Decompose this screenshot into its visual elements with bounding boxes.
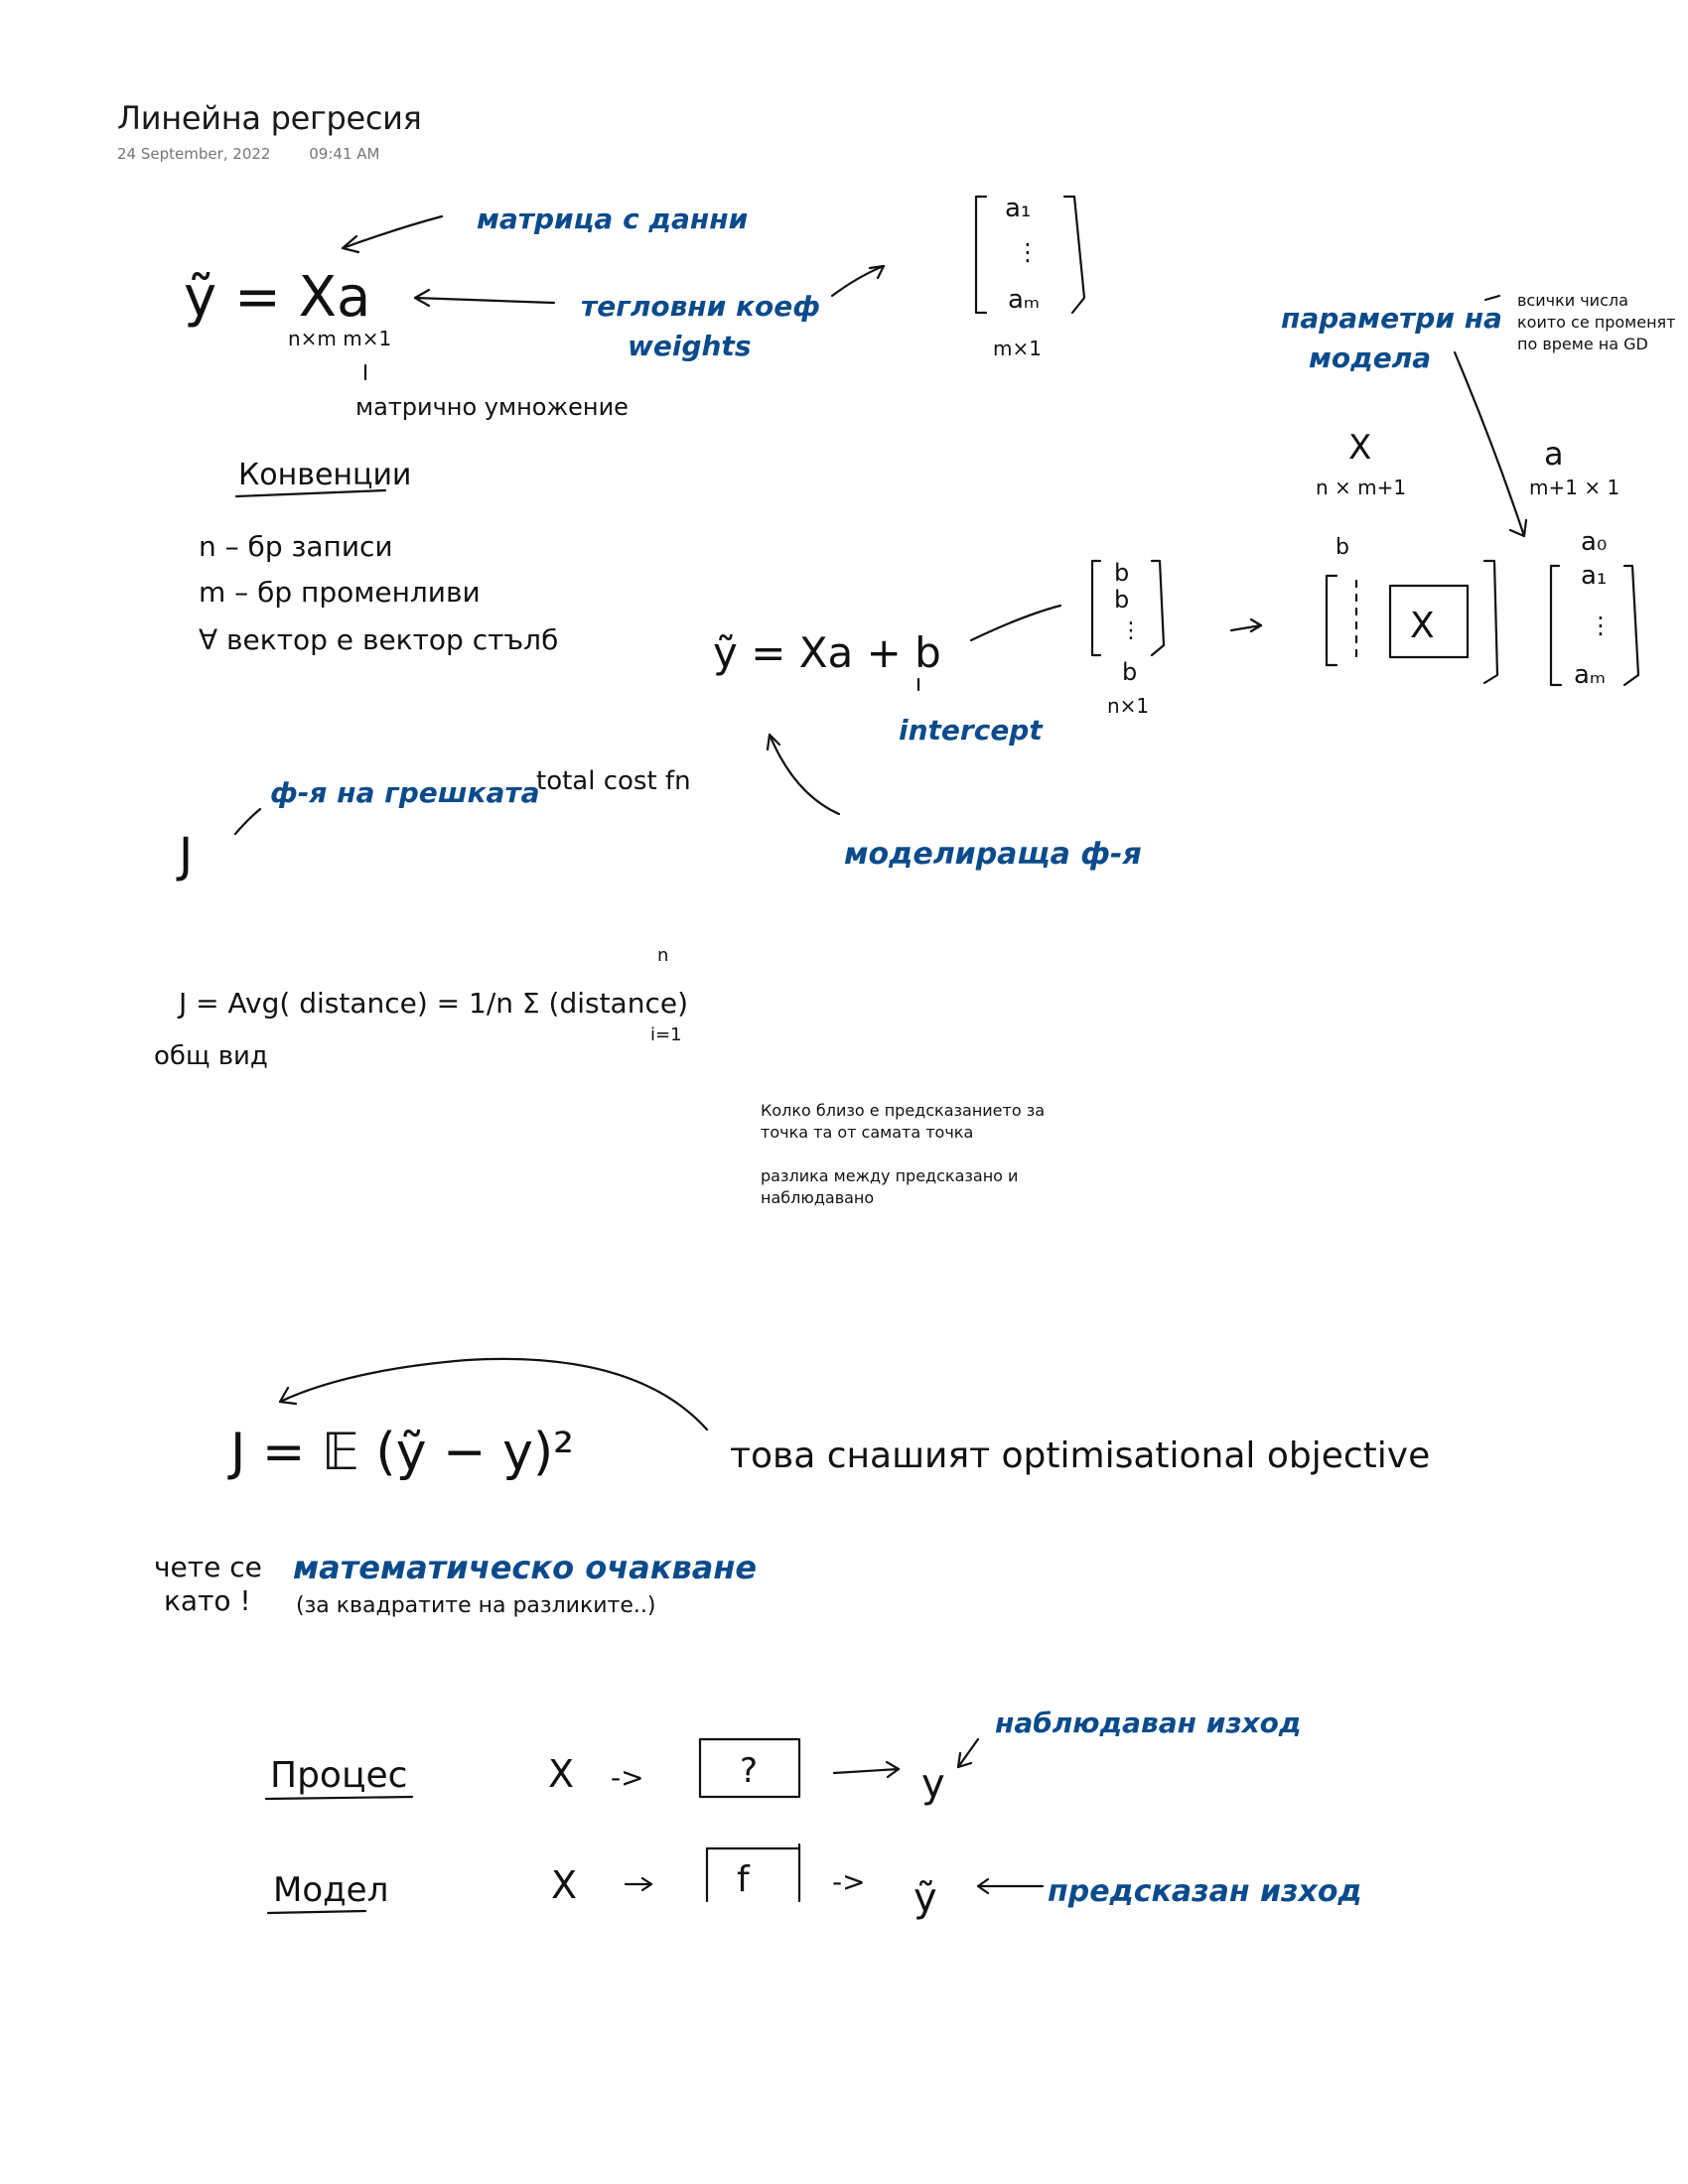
x-inner-label: X [1410,606,1435,646]
predicted-output-label: предсказан изход [1048,1874,1362,1909]
bracket-right [1624,566,1638,685]
loss-fn-label: ф-я на грешката [270,776,540,809]
distance-note-line: наблюдавано [761,1188,875,1207]
modeling-fn-label: моделираща ф-я [844,837,1142,872]
vector-a-entry: aₘ [1008,285,1041,315]
vector-b-entry: b [1122,658,1138,686]
bracket-right [1484,561,1497,683]
squares-note: (за квадратите на разликите..) [296,1593,656,1618]
like-label: като ! [164,1584,251,1617]
math-expectation-label: математическо очакване [293,1549,758,1586]
reads-as-label: чете се [154,1551,262,1583]
vector-a-label: a [1544,435,1564,473]
intercept-label: intercept [899,714,1043,747]
distance-note-line: Колко близо е предсказанието за [761,1101,1046,1120]
bracket-left [1327,576,1336,665]
vector-a-dim-2: m+1 × 1 [1529,476,1620,499]
parameters-note-line: които се променят [1517,313,1676,332]
model-out-arrow: -> [832,1865,866,1898]
model-underline [268,1911,365,1913]
note-pointer [1485,296,1499,300]
J-avg-equation: J = Avg( distance) = 1/n Σ (distance) [179,987,689,1020]
convention-n: n – бр записи [199,530,393,563]
weights-en-label: weights [628,330,752,362]
model-y-hat: ỹ [914,1875,937,1921]
process-x: X [548,1752,575,1796]
sum-upper: n [657,945,669,966]
page-time: 09:41 AM [309,145,380,163]
total-cost-label: total cost fn [536,766,691,796]
weights-bg-label: тегловни коеф [581,290,821,323]
vector-a-entry: ⋮ [1016,238,1040,266]
objective-label: това снашият optimisational objective [730,1435,1431,1476]
augmented-b-label: b [1336,535,1349,560]
dims-nxm-mx1: n×m m×1 [288,327,392,350]
process-y: y [921,1761,945,1807]
page-date: 24 September, 2022 [117,145,271,163]
conventions-title: Конвенции [238,458,412,492]
general-form-label: общ вид [154,1041,268,1071]
pointer-loss [235,809,260,834]
equation-y-xa: ỹ = Xa [184,265,371,330]
process-label: Процес [270,1755,408,1796]
sum-lower: i=1 [650,1024,682,1045]
arrow-to-vector-a [832,266,884,296]
convention-vector: ∀ вектор е вектор стълб [199,623,559,656]
vector-a-dim: m×1 [993,337,1042,360]
bracket-left [1551,566,1561,685]
process-out-arrow [834,1769,899,1773]
params-label-2: модела [1309,341,1432,374]
arrow-params [1455,352,1524,536]
matrix-x-label: X [1348,428,1372,468]
model-box [707,1844,799,1901]
matrix-data-label: матрица с данни [477,203,749,235]
bracket-left [976,197,986,313]
model-box-label: f [737,1859,750,1900]
page-title: Линейна регресия [117,99,422,137]
parameters-note-line: по време на GD [1517,335,1648,353]
model-label: Модел [273,1870,389,1910]
arrow-modeling-fn [770,735,839,814]
J-expectation-equation: J = 𝔼 (ỹ − y)² [230,1423,575,1482]
arrow-weights [415,298,554,303]
process-underline [266,1797,412,1799]
params-label: параметри на [1281,302,1502,335]
arrow-matrix-data [343,216,442,248]
distance-note-line: разлика между предсказано и [761,1166,1019,1185]
process-box-label: ? [740,1751,759,1791]
parameters-note-line: всички числа [1517,291,1628,310]
vector-b-entry: b [1114,586,1130,614]
observed-output-label: наблюдаван изход [995,1706,1302,1739]
model-x: X [551,1863,578,1907]
equation-y-xa-b: ỹ = Xa + b [713,628,941,677]
bracket-right [1152,561,1164,655]
vector-b-entry: ⋮ [1120,618,1142,643]
arrow-to-vector-b [971,606,1060,640]
matrix-x-dim: n × m+1 [1316,476,1407,499]
vector-a-entry: a₁ [1005,194,1032,223]
convention-m: m – бр променливи [199,576,481,609]
J-symbol: J [179,828,194,884]
vector-a0-entry: aₘ [1574,660,1607,690]
distance-note-line: точка та от самата точка [761,1123,974,1142]
bracket-left [1092,561,1100,655]
matmul-label: матрично умножение [355,393,629,421]
arrow-objective [280,1359,707,1430]
vector-a0-entry: ⋮ [1589,612,1613,639]
vector-b-entry: b [1114,559,1130,587]
vector-b-dim: n×1 [1107,694,1150,718]
vector-a0-entry: a₀ [1581,527,1608,557]
process-arrow: -> [611,1761,644,1794]
arrow-head [1510,520,1526,536]
bracket-right [1064,197,1084,313]
vector-a0-entry: a₁ [1581,561,1608,591]
